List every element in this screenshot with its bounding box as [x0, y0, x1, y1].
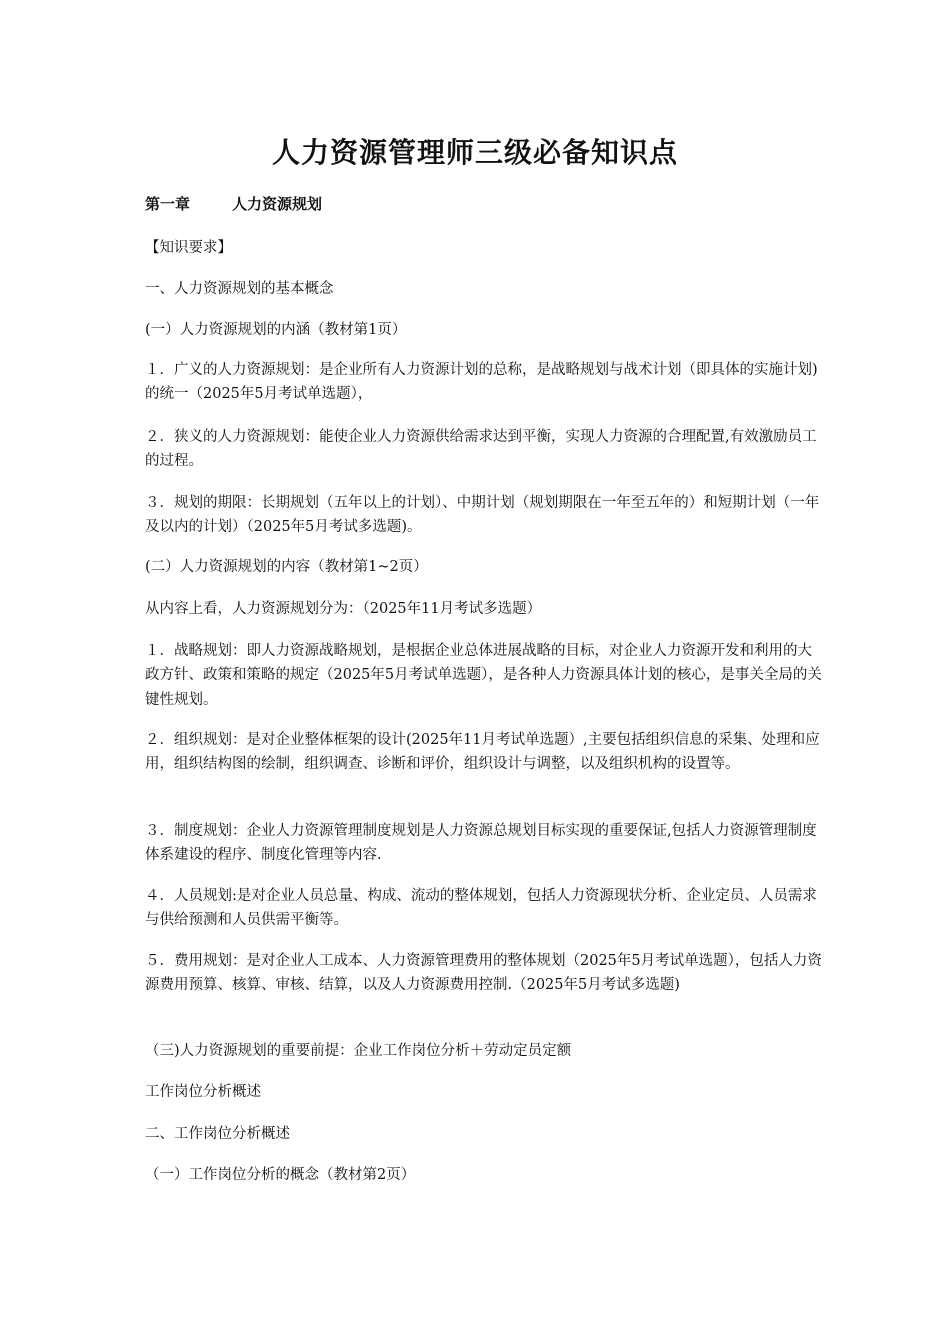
subsection-heading: （三)人力资源规划的重要前提：企业工作岗位分析＋劳动定员定额: [145, 1042, 572, 1059]
subsection-heading: (一）人力资源规划的内涵（教材第1页）: [145, 321, 407, 338]
paragraph: ２．狭义的人力资源规划：能使企业人力资源供给需求达到平衡，实现人力资源的合理配置,有效激励员工的过程。: [145, 428, 817, 469]
paragraph: ２．组织规划：是对企业整体框架的设计(2025年11月考试单选题）,主要包括组织信息的采集、处理和应用，组织结构图的绘制，组织调查、诊断和评价，组织设计与调整，以及组织机构的设置等。: [145, 731, 820, 772]
paragraph: 工作岗位分析概述: [145, 1083, 261, 1100]
paragraph: １．广义的人力资源规划：是企业所有人力资源计划的总称，是战略规划与战术计划（即具体的实施计划)的统一（2025年5月考试单选题），: [145, 361, 818, 402]
paragraph: １．战略规划：即人力资源战略规划，是根据企业总体进展战略的目标，对企业人力资源开发和利用的大政方针、政策和策略的规定（2025年5月考试单选题），是各种人力资源具体计划的核心，是事关全局的关键性规划。: [145, 642, 822, 708]
chapter-number: 第一章: [145, 195, 191, 213]
paragraph: ３．制度规划：企业人力资源管理制度规划是人力资源总规划目标实现的重要保证,包括人力资源管理制度体系建设的程序、制度化管理等内容.: [145, 822, 817, 863]
section-label: 【知识要求】: [145, 239, 232, 256]
section-heading: 一、人力资源规划的基本概念: [145, 280, 334, 297]
paragraph: 从内容上看，人力资源规划分为：（2025年11月考试多选题）: [145, 600, 542, 617]
paragraph: ４．人员规划:是对企业人员总量、构成、流动的整体规划，包括人力资源现状分析、企业定员、人员需求与供给预测和人员供需平衡等。: [145, 887, 817, 928]
document-title: 人力资源管理师三级必备知识点: [271, 136, 678, 169]
chapter-heading: [145, 193, 322, 214]
section-heading: 二、工作岗位分析概述: [145, 1125, 290, 1142]
subsection-heading: (二）人力资源规划的内容（教材第1~2页）: [145, 558, 428, 575]
paragraph: ３．规划的期限：长期规划（五年以上的计划）、中期计划（规划期限在一年至五年的）和短期计划（一年及以内的计划）（2025年5月考试多选题)。: [145, 494, 820, 535]
subsection-heading: （一）工作岗位分析的概念（教材第2页）: [145, 1166, 416, 1183]
chapter-name: 人力资源规划: [232, 195, 323, 213]
paragraph: ５．费用规划：是对企业人工成本、人力资源管理费用的整体规划（2025年5月考试单选题），包括人力资源费用预算、核算、审核、结算，以及人力资源费用控制.（2025年5月考试多选题): [145, 952, 822, 993]
